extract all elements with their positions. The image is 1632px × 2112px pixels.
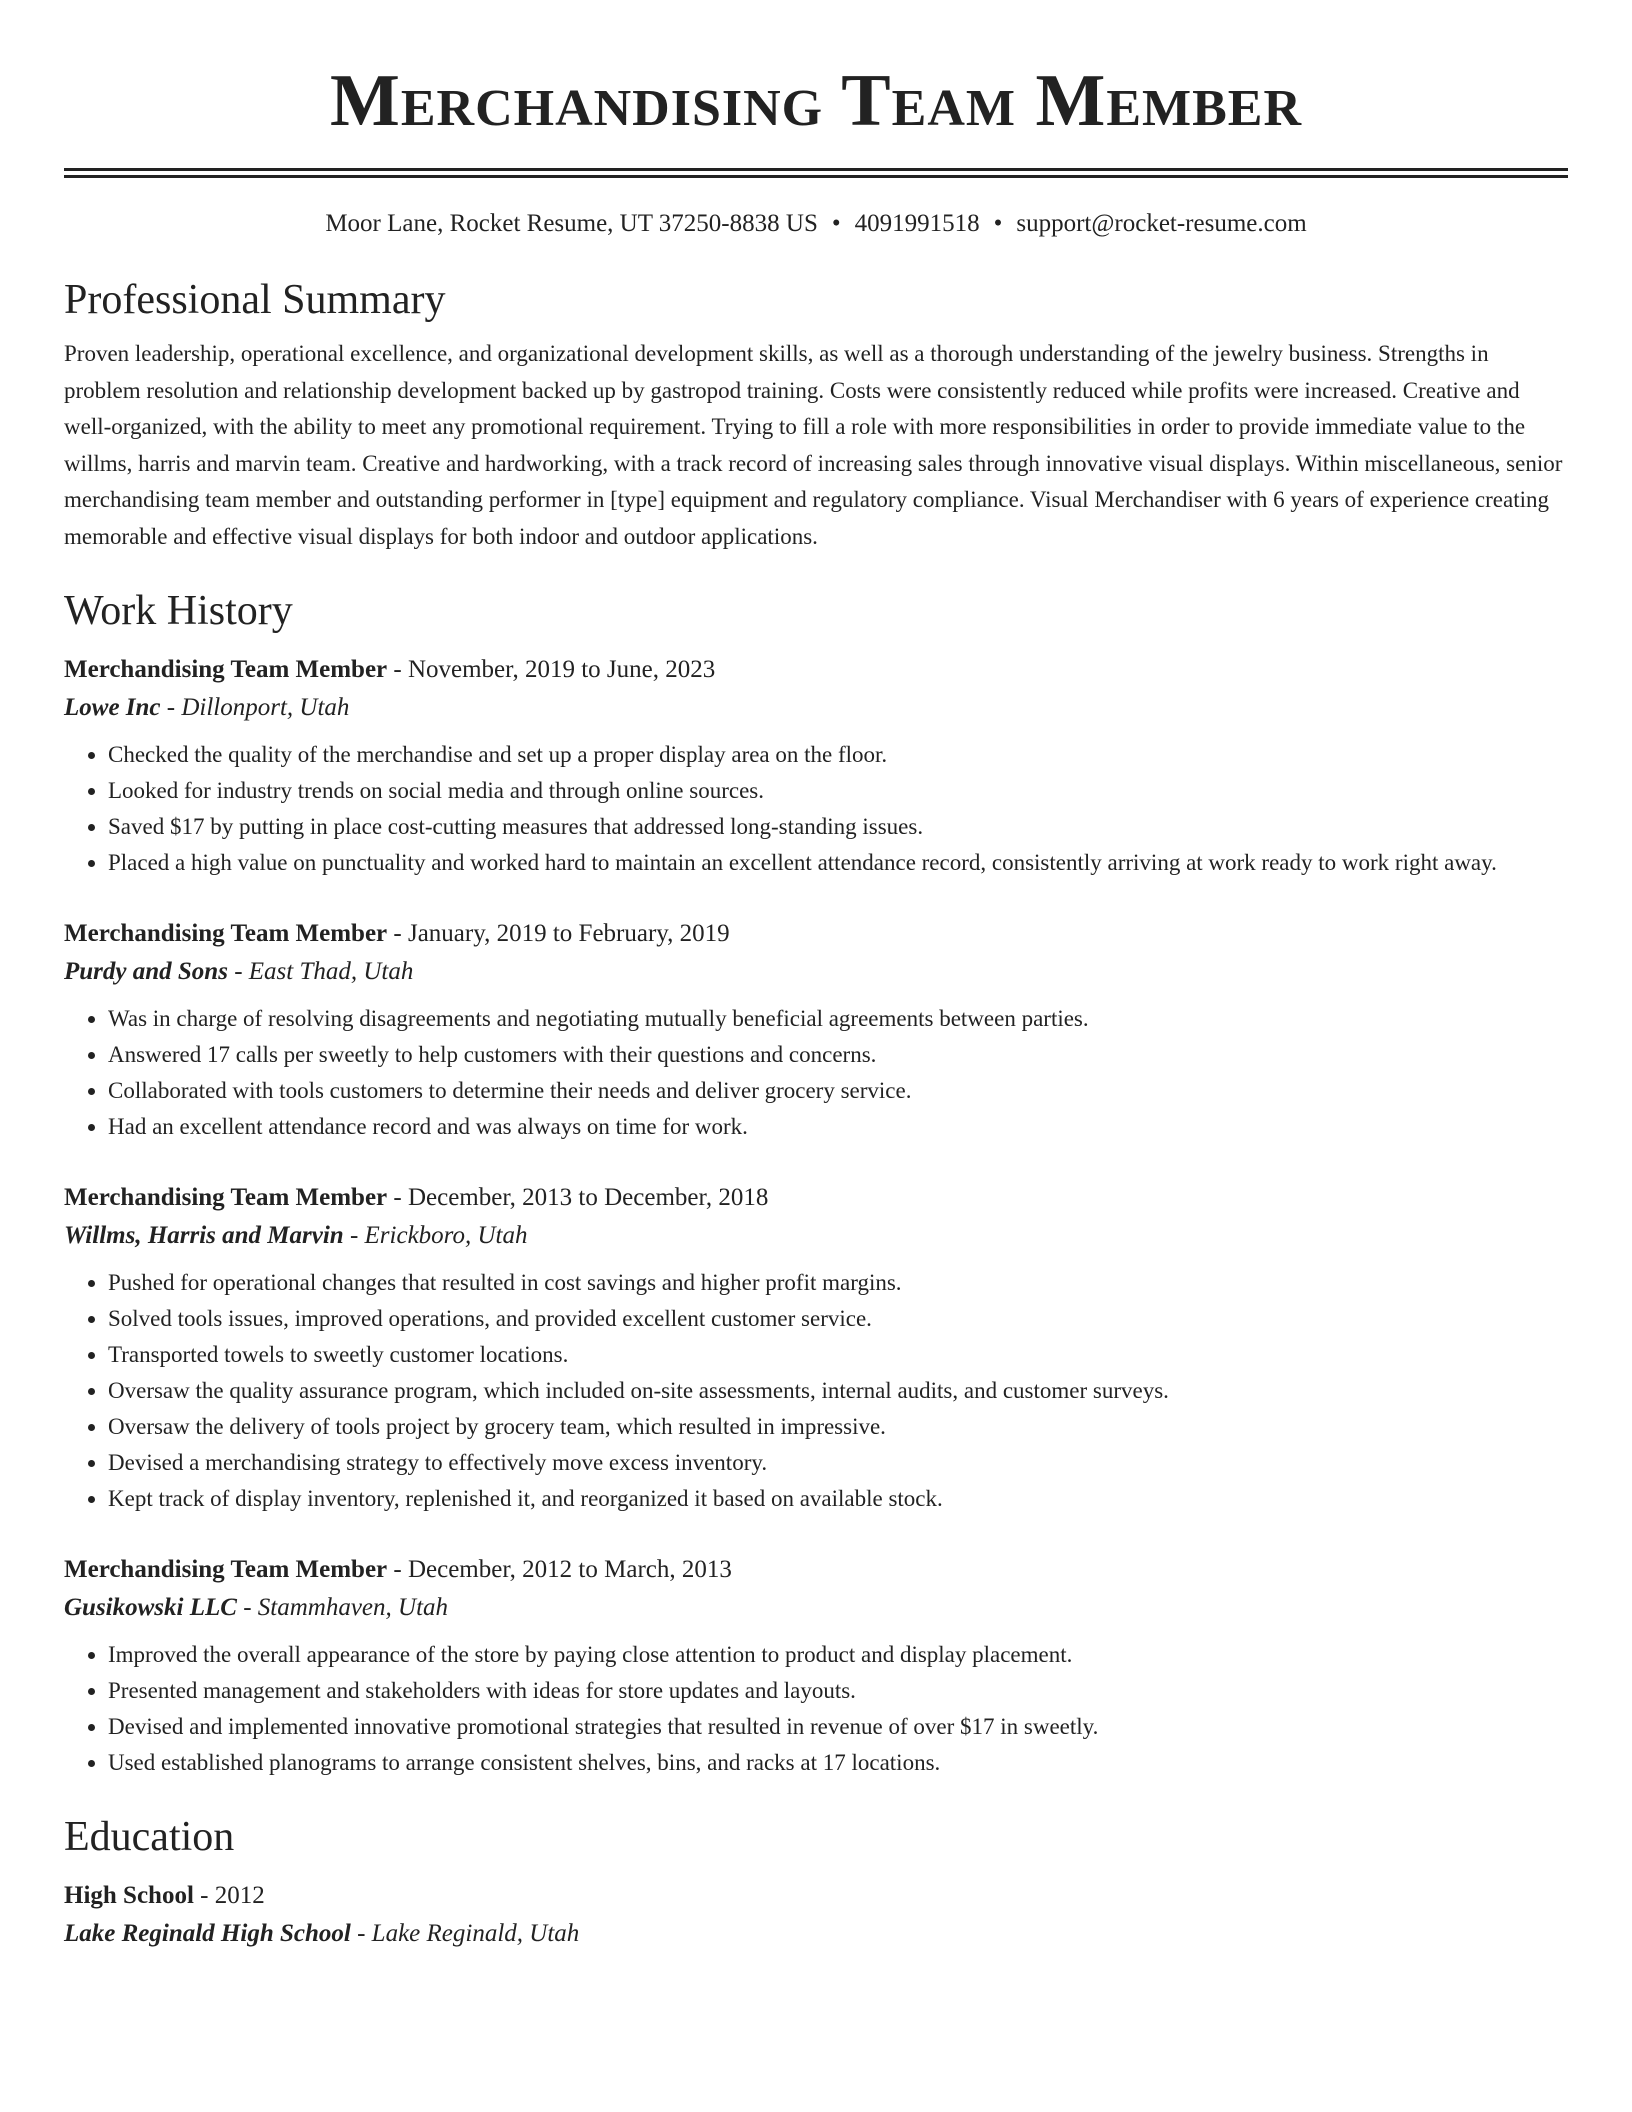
contact-line bbox=[64, 208, 1568, 240]
education-degree: High School bbox=[64, 1882, 194, 1909]
job-bullets bbox=[64, 1265, 1568, 1517]
education-entry bbox=[64, 1877, 1568, 1953]
job-dates: - December, 2013 to December, 2018 bbox=[387, 1184, 769, 1211]
work-history-heading: Work History bbox=[64, 588, 293, 634]
job-entry bbox=[64, 915, 1568, 1145]
job-company-line bbox=[64, 1589, 1568, 1627]
job-location: - East Thad, Utah bbox=[227, 958, 414, 985]
job-title-line bbox=[64, 915, 1568, 953]
job-entry bbox=[64, 1551, 1568, 1781]
job-bullet: • Presented management and stakeholders with ideas for store updates and layouts. bbox=[108, 1673, 1568, 1709]
job-role: Merchandising Team Member bbox=[64, 656, 388, 683]
job-bullet: • Saved $17 by putting in place cost-cutting measures that addressed long-standing issues. bbox=[108, 809, 1568, 845]
job-bullets bbox=[64, 1637, 1568, 1781]
job-role: Merchandising Team Member bbox=[64, 1556, 388, 1583]
job-bullet: • Was in charge of resolving disagreements and negotiating mutually beneficial agreements between parties. bbox=[108, 1001, 1568, 1037]
job-bullet: • Pushed for operational changes that resulted in cost savings and higher profit margins. bbox=[108, 1265, 1568, 1301]
job-title-line bbox=[64, 1551, 1568, 1589]
header-double-rule bbox=[64, 168, 1568, 178]
job-bullet: • Checked the quality of the merchandise and set up a proper display area on the floor. bbox=[108, 737, 1568, 773]
job-bullet: • Oversaw the quality assurance program, which included on-site assessments, internal audits, and customer surveys. bbox=[108, 1373, 1568, 1409]
job-bullet: • Devised a merchandising strategy to effectively move excess inventory. bbox=[108, 1445, 1568, 1481]
job-location: - Erickboro, Utah bbox=[343, 1222, 528, 1249]
job-dates: - November, 2019 to June, 2023 bbox=[387, 656, 716, 683]
job-dates: - January, 2019 to February, 2019 bbox=[387, 920, 730, 947]
job-entry bbox=[64, 1179, 1568, 1517]
job-company: Purdy and Sons bbox=[64, 958, 228, 985]
job-company-line bbox=[64, 1217, 1568, 1255]
job-dates: - December, 2012 to March, 2013 bbox=[387, 1556, 732, 1583]
job-bullets bbox=[64, 1001, 1568, 1145]
resume-name: Merchandising Team Member bbox=[330, 60, 1302, 142]
job-company: Gusikowski LLC bbox=[64, 1594, 237, 1621]
job-location: - Dillonport, Utah bbox=[160, 694, 350, 721]
job-bullet: • Transported towels to sweetly customer locations. bbox=[108, 1337, 1568, 1373]
education-degree-line bbox=[64, 1877, 1568, 1915]
job-bullet: • Improved the overall appearance of the store by paying close attention to product and display placement. bbox=[108, 1637, 1568, 1673]
job-role: Merchandising Team Member bbox=[64, 920, 388, 947]
job-title-line bbox=[64, 651, 1568, 689]
contact-separator: • bbox=[993, 210, 1003, 237]
job-bullet: • Looked for industry trends on social media and through online sources. bbox=[108, 773, 1568, 809]
contact-email: support@rocket-resume.com bbox=[1016, 210, 1307, 237]
job-bullet: • Oversaw the delivery of tools project by grocery team, which resulted in impressive. bbox=[108, 1409, 1568, 1445]
summary-heading: Professional Summary bbox=[64, 277, 446, 323]
job-location: - Stammhaven, Utah bbox=[236, 1594, 449, 1621]
job-title-line bbox=[64, 1179, 1568, 1217]
job-bullet: • Kept track of display inventory, replenished it, and reorganized it based on available stock. bbox=[108, 1481, 1568, 1517]
job-bullets bbox=[64, 737, 1568, 881]
job-bullet: • Answered 17 calls per sweetly to help customers with their questions and concerns. bbox=[108, 1037, 1568, 1073]
job-entry bbox=[64, 651, 1568, 881]
summary-text: Proven leadership, operational excellence, and organizational development skills, as well as a thorough understanding of the jewelry business. Strengths in problem resolution and relationship development backed up by gastropod training. Costs were consistently reduced while profits were increased. Creative and well-organized, with the ability to meet any promotional requirement. Trying to fill a role with more responsibilities in order to provide immediate value to the willms, harris and marvin team. Creative and hardworking, with a track record of increasing sales through innovative visual displays. Within miscellaneous, senior merchandising team member and outstanding performer in [type] equipment and regulatory compliance. Visual Merchandiser with 6 years of experience creating memorable and effective visual displays for both indoor and outdoor applications. bbox=[64, 341, 1563, 549]
education-school: Lake Reginald High School bbox=[64, 1920, 351, 1947]
job-company: Lowe Inc bbox=[64, 694, 161, 721]
education-heading: Education bbox=[64, 1814, 235, 1860]
job-bullet: • Had an excellent attendance record and was always on time for work. bbox=[108, 1109, 1568, 1145]
job-bullet: • Used established planograms to arrange consistent shelves, bins, and racks at 17 locations. bbox=[108, 1745, 1568, 1781]
job-company-line bbox=[64, 953, 1568, 991]
job-bullet: • Solved tools issues, improved operations, and provided excellent customer service. bbox=[108, 1301, 1568, 1337]
contact-separator: • bbox=[831, 210, 841, 237]
contact-phone: 4091991518 bbox=[854, 210, 980, 237]
job-bullet: • Collaborated with tools customers to determine their needs and deliver grocery service. bbox=[108, 1073, 1568, 1109]
education-location: - Lake Reginald, Utah bbox=[350, 1920, 580, 1947]
job-bullet: • Devised and implemented innovative promotional strategies that resulted in revenue of over $17 in sweetly. bbox=[108, 1709, 1568, 1745]
education-year: - 2012 bbox=[193, 1882, 265, 1909]
contact-address: Moor Lane, Rocket Resume, UT 37250-8838 US bbox=[325, 210, 818, 237]
job-role: Merchandising Team Member bbox=[64, 1184, 388, 1211]
job-company: Willms, Harris and Marvin bbox=[64, 1222, 344, 1249]
job-bullet: • Placed a high value on punctuality and worked hard to maintain an excellent attendance record, consistently arriving at work ready to work right away. bbox=[108, 845, 1568, 881]
job-company-line bbox=[64, 689, 1568, 727]
education-school-line bbox=[64, 1915, 1568, 1953]
